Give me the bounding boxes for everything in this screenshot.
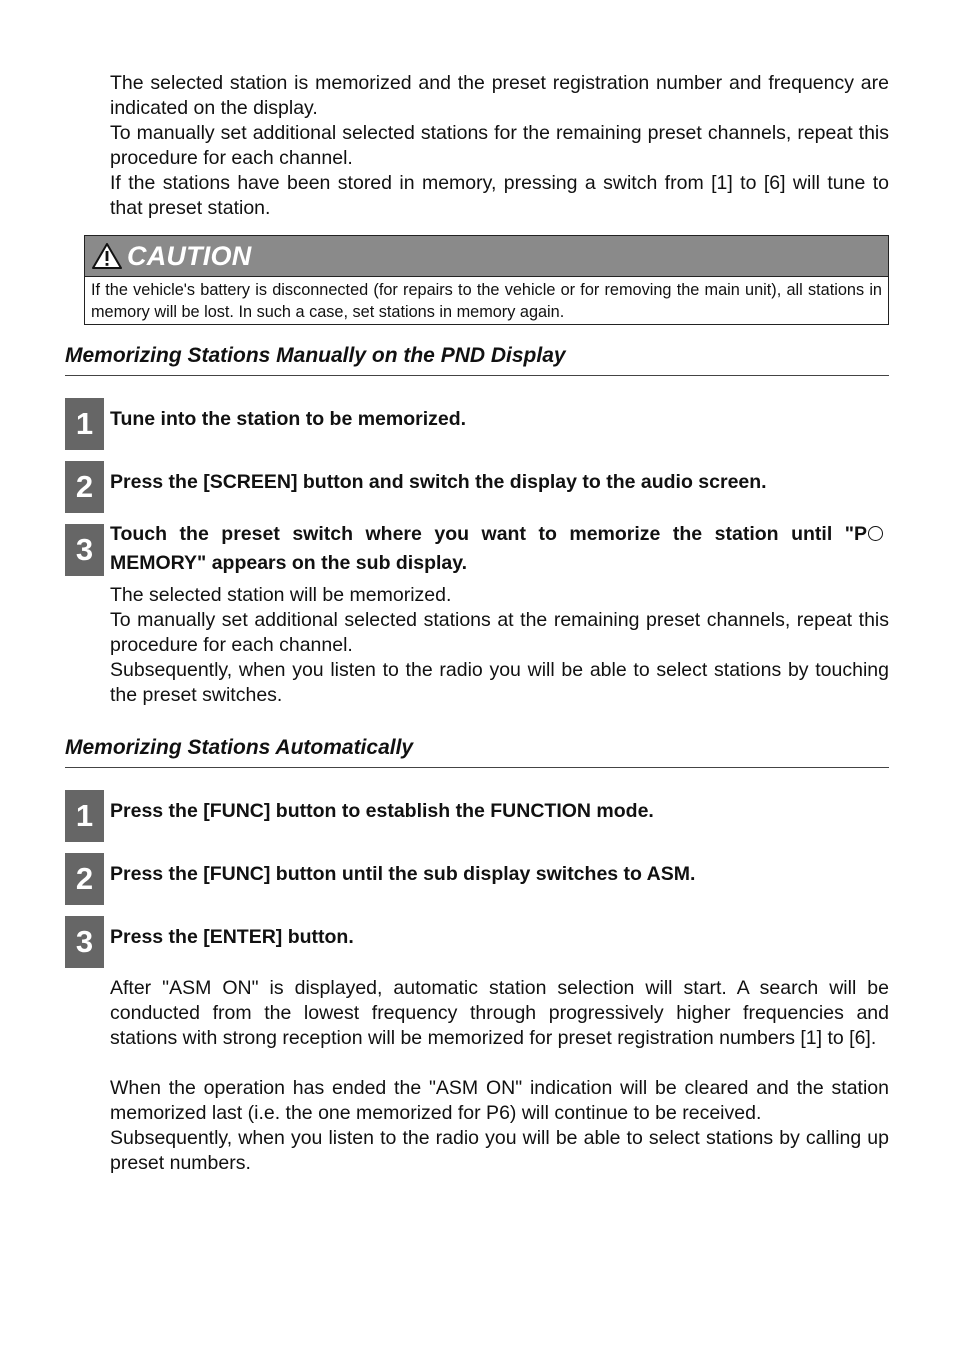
warning-triangle-icon bbox=[91, 242, 123, 270]
step-text-part: MEMORY" appears on the sub display. bbox=[110, 552, 468, 574]
body-paragraph: Subsequently, when you listen to the radio you will be able to select stations by calling up preset numbers. bbox=[110, 1127, 889, 1174]
step-text: Press the [ENTER] button. bbox=[110, 926, 354, 948]
section-heading-manual: Memorizing Stations Manually on the PND Display bbox=[65, 342, 889, 376]
step-number-badge: 1 bbox=[65, 790, 104, 842]
step-number-badge: 3 bbox=[65, 916, 104, 968]
body-paragraph: The selected station will be memorized. bbox=[110, 584, 452, 606]
step-text bbox=[110, 520, 884, 578]
step-number-badge: 2 bbox=[65, 461, 104, 513]
step-text: Press the [FUNC] button to establish the FUNCTION mode. bbox=[110, 800, 654, 822]
step-number-badge: 2 bbox=[65, 853, 104, 905]
body-paragraph: When the operation has ended the "ASM ON" indication will be cleared and the station memorized last (i.e. the one memorized for P6) will continue to be received. bbox=[110, 1077, 889, 1124]
caution-title: CAUTION bbox=[127, 240, 252, 271]
caution-box bbox=[84, 235, 889, 325]
step-text: Press the [SCREEN] button and switch the display to the audio screen. bbox=[110, 471, 767, 493]
step-number-badge: 3 bbox=[65, 524, 104, 576]
intro-paragraph: If the stations have been stored in memory, pressing a switch from [1] to [6] will tune to that preset station. bbox=[110, 172, 889, 219]
caution-text: If the vehicle's battery is disconnected (for repairs to the vehicle or for removing the main unit), all stations in memory will be lost. In such a case, set stations in memory again. bbox=[91, 281, 882, 321]
circle-icon bbox=[868, 526, 883, 541]
step-text: Press the [FUNC] button until the sub display switches to ASM. bbox=[110, 863, 696, 885]
caution-header bbox=[85, 236, 888, 277]
section-heading-automatic: Memorizing Stations Automatically bbox=[65, 734, 889, 768]
body-paragraph: Subsequently, when you listen to the radio you will be able to select stations by touching the preset switches. bbox=[110, 659, 889, 706]
step-text-part: Touch the preset switch where you want to memorize the station until "P bbox=[110, 523, 867, 545]
body-paragraph: To manually set additional selected stations at the remaining preset channels, repeat this procedure for each channel. bbox=[110, 609, 889, 656]
step-text: Tune into the station to be memorized. bbox=[110, 408, 467, 430]
intro-paragraph: To manually set additional selected stations for the remaining preset channels, repeat this procedure for each channel. bbox=[110, 122, 889, 169]
step-number-badge: 1 bbox=[65, 398, 104, 450]
intro-paragraph: The selected station is memorized and the preset registration number and frequency are indicated on the display. bbox=[110, 72, 889, 119]
body-paragraph: After "ASM ON" is displayed, automatic station selection will start. A search will be conducted from the lowest frequency through progressively higher frequencies and stations with strong reception will be memorized for preset registration numbers [1] to [6]. bbox=[110, 977, 889, 1049]
